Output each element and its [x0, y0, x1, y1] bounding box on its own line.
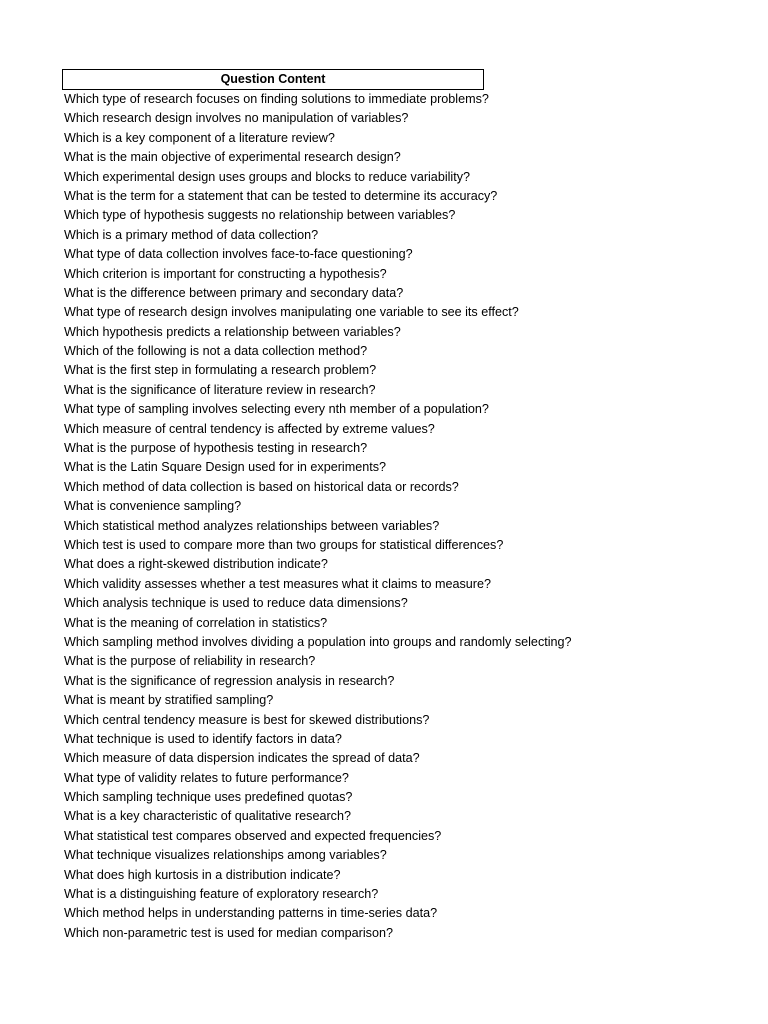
- question-cell: What is meant by stratified sampling?: [64, 693, 274, 708]
- question-cell: What is a distinguishing feature of exploratory research?: [64, 887, 379, 902]
- question-cell: What does a right-skewed distribution indicate?: [64, 557, 328, 572]
- question-cell: Which criterion is important for constructing a hypothesis?: [64, 266, 387, 281]
- question-cell: What is the meaning of correlation in statistics?: [64, 615, 328, 630]
- question-cell: Which hypothesis predicts a relationship between variables?: [64, 324, 401, 339]
- question-cell: Which central tendency measure is best for skewed distributions?: [64, 712, 430, 727]
- question-cell: What statistical test compares observed and expected frequencies?: [64, 828, 442, 843]
- question-cell: What is the significance of regression analysis in research?: [64, 673, 395, 688]
- question-cell: Which research design involves no manipulation of variables?: [64, 111, 409, 126]
- question-cell: Which method helps in understanding patterns in time-series data?: [64, 906, 438, 921]
- question-cell: What type of research design involves manipulating one variable to see its effect?: [64, 305, 519, 320]
- question-cell: What is the main objective of experimental research design?: [64, 150, 401, 165]
- question-cell: What technique visualizes relationships among variables?: [64, 848, 387, 863]
- question-cell: What does high kurtosis in a distribution indicate?: [64, 867, 341, 882]
- question-cell: What technique is used to identify factors in data?: [64, 731, 342, 746]
- question-cell: Which is a primary method of data collection?: [64, 227, 319, 242]
- question-cell: What is the significance of literature review in research?: [64, 382, 376, 397]
- question-cell: Which validity assesses whether a test measures what it claims to measure?: [64, 576, 491, 591]
- question-cell: What type of data collection involves face-to-face questioning?: [64, 247, 413, 262]
- question-cell: Which type of research focuses on finding solutions to immediate problems?: [64, 92, 489, 106]
- question-cell: Which type of hypothesis suggests no relationship between variables?: [64, 208, 456, 223]
- question-cell: What is the purpose of reliability in research?: [64, 654, 316, 669]
- question-cell: What is the difference between primary and secondary data?: [64, 285, 404, 300]
- question-cell: Which experimental design uses groups and blocks to reduce variability?: [64, 169, 471, 184]
- question-cell: What is convenience sampling?: [64, 499, 242, 514]
- question-cell: Which sampling technique uses predefined quotas?: [64, 790, 353, 805]
- question-cell: What is the first step in formulating a research problem?: [64, 363, 377, 378]
- question-list: [62, 90, 572, 943]
- spreadsheet-column: [62, 69, 572, 943]
- question-cell: Which test is used to compare more than two groups for statistical differences?: [64, 537, 504, 552]
- question-cell: Which method of data collection is based on historical data or records?: [64, 479, 459, 494]
- question-cell: What is a key characteristic of qualitative research?: [64, 809, 351, 824]
- question-cell: Which is a key component of a literature review?: [64, 130, 335, 145]
- question-cell: What is the purpose of hypothesis testing in research?: [64, 441, 368, 456]
- question-cell: What type of validity relates to future performance?: [64, 770, 349, 785]
- column-header: Question Content: [62, 69, 484, 90]
- question-cell: What is the term for a statement that can be tested to determine its accuracy?: [64, 188, 498, 203]
- question-cell: Which analysis technique is used to reduce data dimensions?: [64, 596, 408, 611]
- question-cell: Which sampling method involves dividing a population into groups and randomly selecting?: [64, 634, 572, 649]
- question-cell: Which measure of central tendency is affected by extreme values?: [64, 421, 435, 436]
- question-cell: Which statistical method analyzes relationships between variables?: [64, 518, 440, 533]
- question-cell: Which non-parametric test is used for median comparison?: [64, 925, 393, 940]
- question-cell: Which of the following is not a data collection method?: [64, 344, 368, 359]
- question-cell: What type of sampling involves selecting every nth member of a population?: [64, 402, 489, 417]
- question-cell: Which measure of data dispersion indicates the spread of data?: [64, 751, 420, 766]
- question-cell: What is the Latin Square Design used for in experiments?: [64, 460, 387, 475]
